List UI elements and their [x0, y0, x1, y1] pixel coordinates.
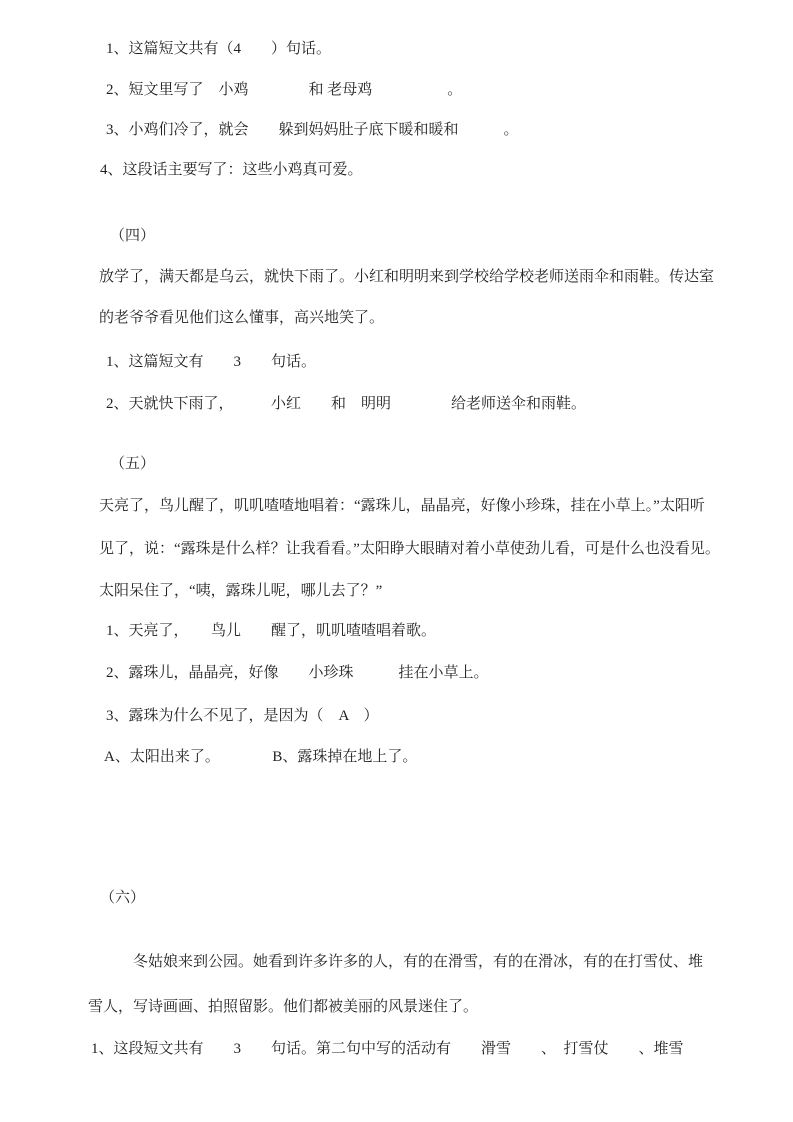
- question-line: 2、露珠儿，晶晶亮，好像 小珍珠 挂在小草上。: [106, 665, 489, 681]
- passage-line: 的老爷爷看见他们这么懂事，高兴地笑了。: [99, 310, 385, 326]
- question-line: 3、露珠为什么不见了，是因为（ A ）: [106, 708, 379, 724]
- question-line: 1、这篇短文共有（4 ）句话。: [106, 41, 332, 57]
- question-line: 2、天就快下雨了， 小红 和 明明 给老师送伞和雨鞋。: [106, 396, 587, 412]
- question-line: 3、小鸡们冷了，就会 躲到妈妈肚子底下暖和暖和 。: [106, 122, 519, 138]
- section-heading-four: （四）: [110, 228, 156, 244]
- passage-line: 见了，说：“露珠是什么样？让我看看。”太阳睁大眼睛对着小草使劲儿看，可是什么也没看见。: [99, 541, 720, 557]
- question-line: 1、天亮了， 鸟儿 醒了，叽叽喳喳唱着歌。: [106, 623, 437, 639]
- passage-line: 雪人，写诗画画、拍照留影。他们都被美丽的风景迷住了。: [88, 999, 479, 1015]
- question-line: 2、短文里写了 小鸡 和 老母鸡 。: [106, 82, 463, 98]
- passage-line: 天亮了，鸟儿醒了，叽叽喳喳地唱着：“露珠儿，晶晶亮，好像小珍珠，挂在小草上。”太阳听: [99, 498, 705, 514]
- passage-line: 太阳呆住了，“咦，露珠儿呢，哪儿去了？”: [99, 583, 383, 599]
- question-line: 4、这段话主要写了：这些小鸡真可爱。: [100, 162, 363, 178]
- passage-line: 放学了，满天都是乌云，就快下雨了。小红和明明来到学校给学校老师送雨伞和雨鞋。传达室: [99, 269, 715, 285]
- section-heading-six: （六）: [100, 890, 146, 906]
- section-heading-five: （五）: [110, 456, 156, 472]
- options-line: A、太阳出来了。 B、露珠掉在地上了。: [104, 749, 418, 765]
- question-line: 1、这篇短文有 3 句话。: [106, 354, 317, 370]
- passage-line: 冬姑娘来到公园。她看到许多许多的人，有的在滑雪，有的在滑冰，有的在打雪仗、堆: [88, 954, 704, 970]
- question-line: 1、这段短文共有 3 句话。第二句中写的活动有 滑雪 、 打雪仗 、堆雪: [91, 1041, 684, 1057]
